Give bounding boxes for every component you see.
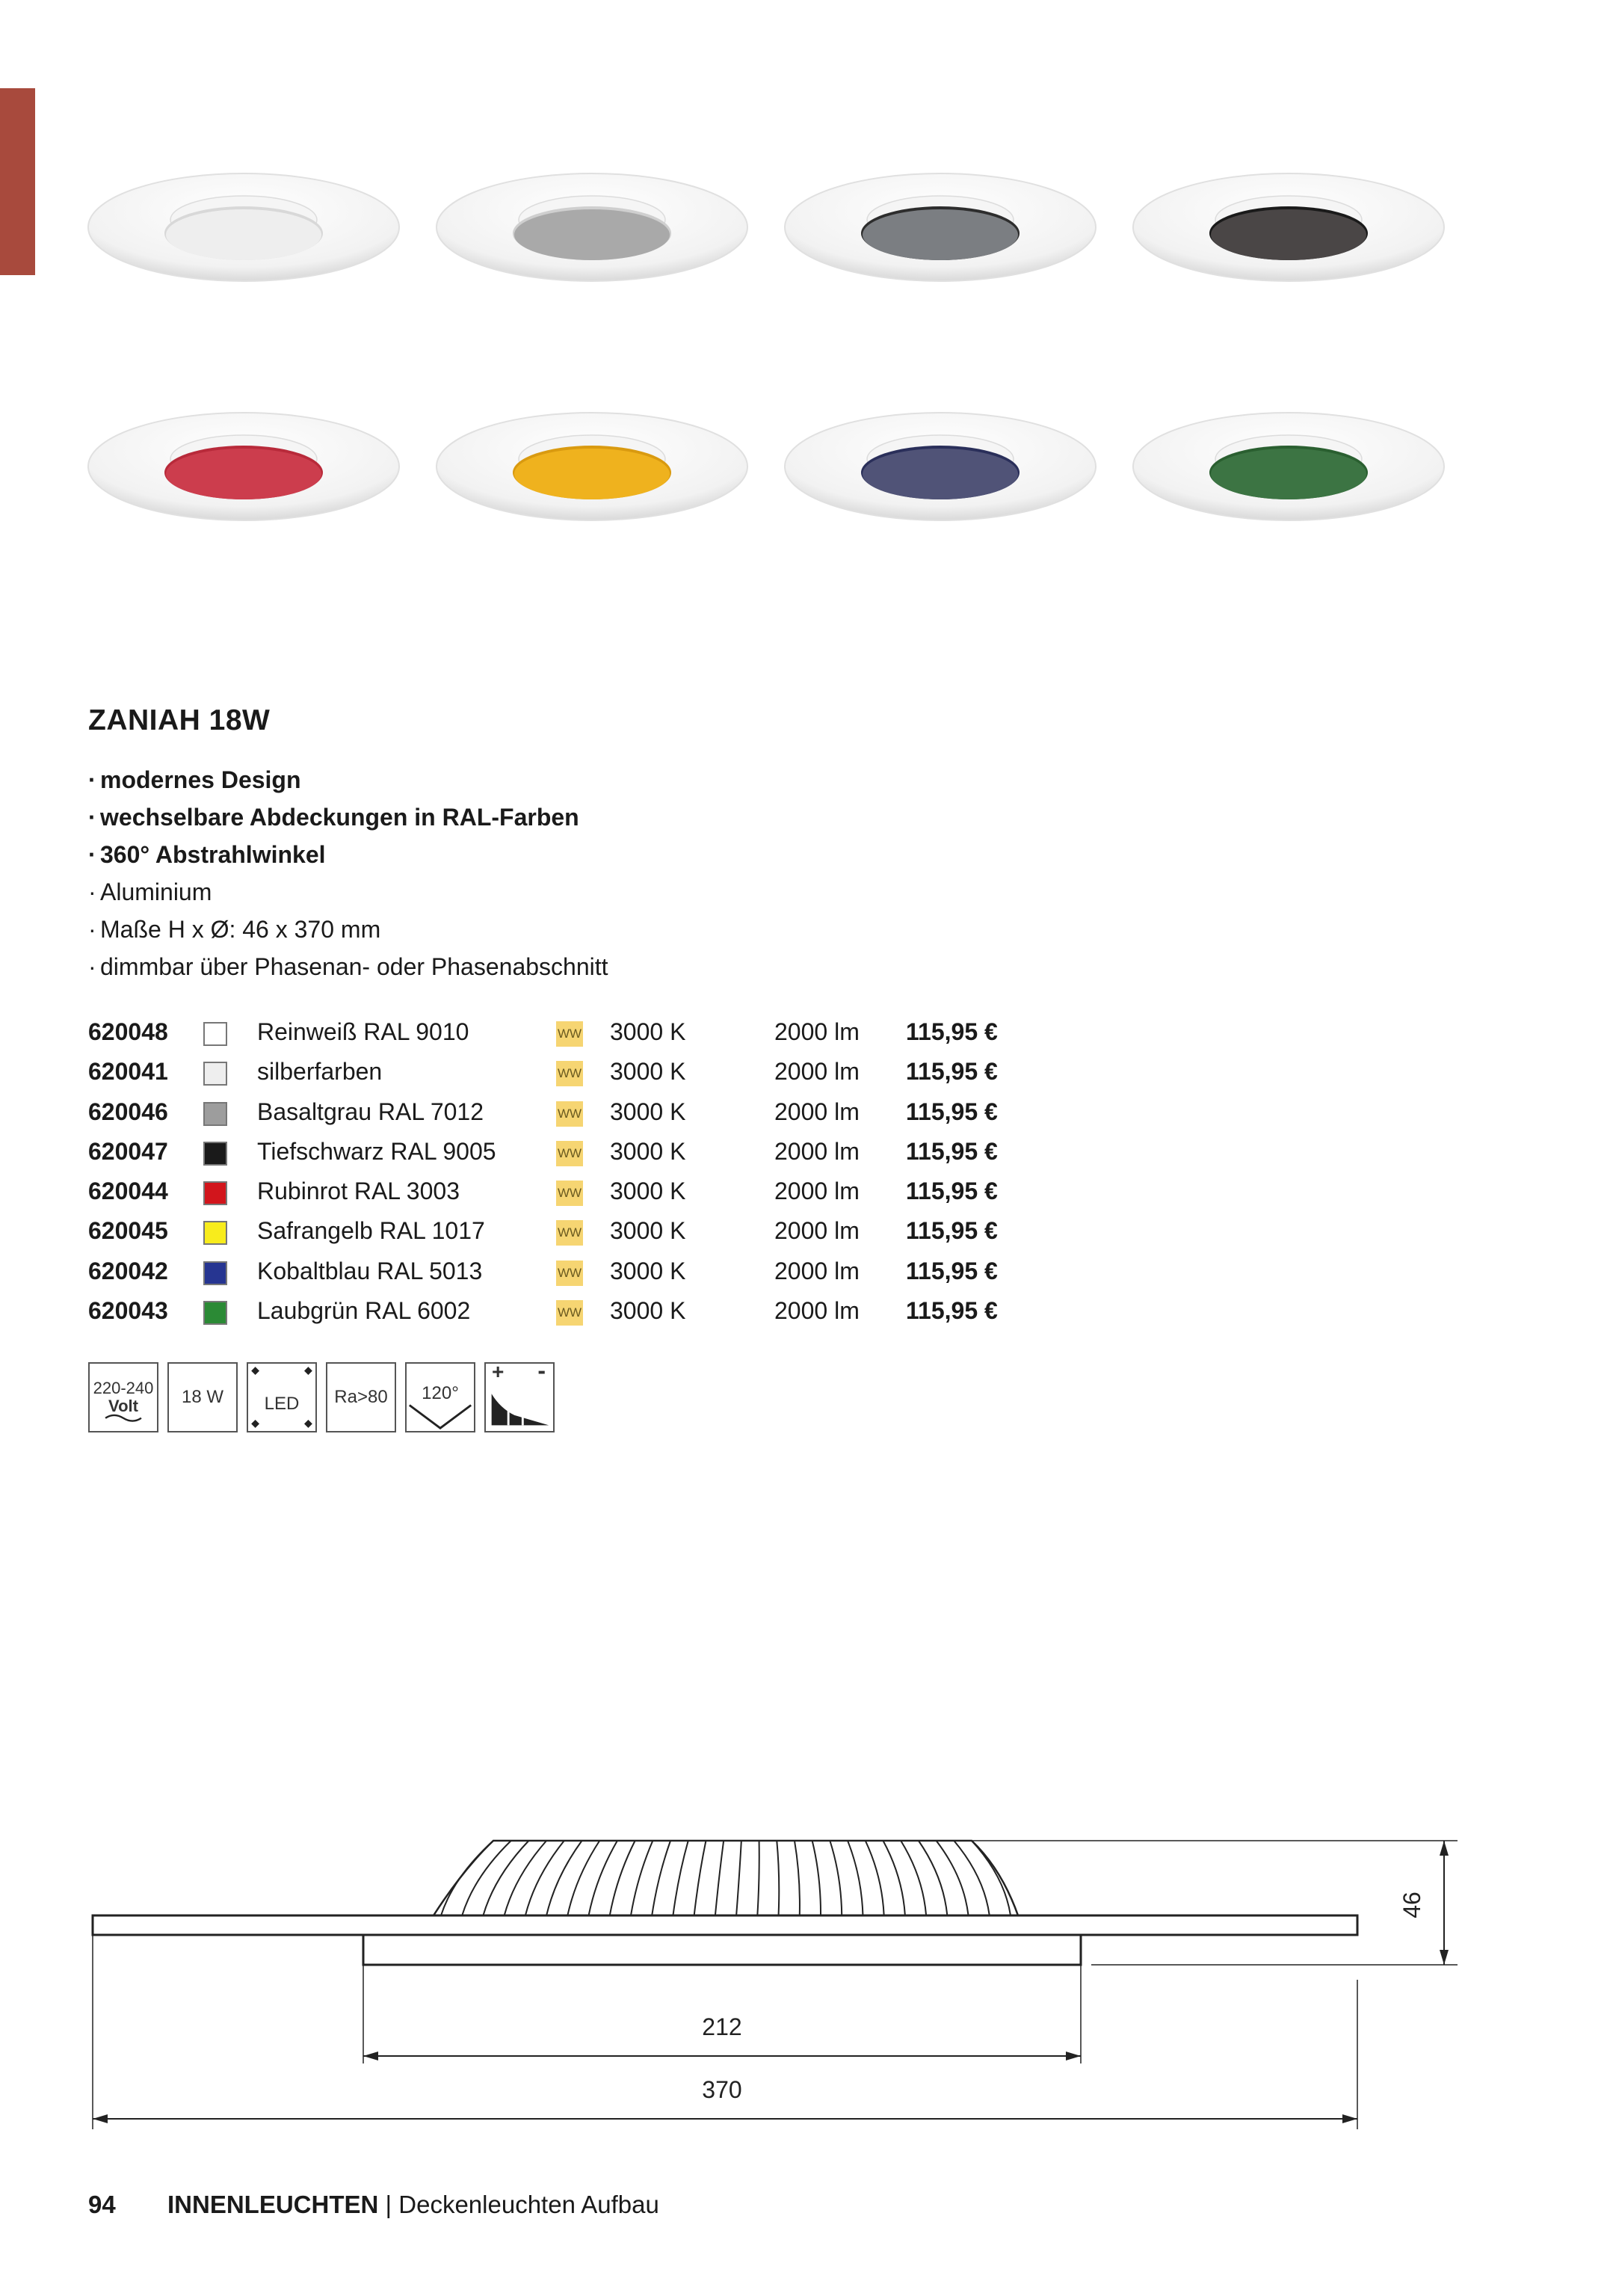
lamp-photo-leaf-green [1132,404,1446,523]
price: 115,95 € [906,1217,998,1245]
page-number: 94 [88,2191,116,2218]
article-number: 620041 [88,1058,168,1086]
luminous-flux: 2000 lm [774,1297,860,1325]
price: 115,95 € [906,1178,998,1205]
color-name: Tiefschwarz RAL 9005 [257,1137,496,1165]
color-temperature: 3000 K [610,1297,686,1325]
warm-white-badge: WW [556,1101,583,1127]
section-name: INNENLEUCHTEN [167,2191,379,2218]
feature-item: · Maße H x Ø: 46 x 370 mm [88,916,381,943]
beam-angle-icon: 120° [405,1362,475,1432]
feature-list [88,761,608,985]
color-temperature: 3000 K [610,1217,686,1245]
article-number: 620043 [88,1297,168,1325]
color-name: Reinweiß RAL 9010 [257,1018,469,1045]
color-swatch [203,1102,227,1126]
lamp-photo-basalt-grey [783,164,1097,284]
color-temperature: 3000 K [610,1257,686,1284]
lamp-photo-silver [435,164,749,284]
price: 115,95 € [906,1098,998,1125]
light-cover [363,1935,1081,1965]
article-number: 620048 [88,1018,168,1045]
color-swatch [203,1022,227,1046]
lamp-photo-cobalt-blue [783,404,1097,523]
article-number: 620047 [88,1137,168,1165]
feature-item: · modernes Design [88,766,301,793]
diameter-label: 370 [702,2076,742,2103]
luminous-flux: 2000 lm [774,1257,860,1284]
color-temperature: 3000 K [610,1058,686,1086]
color-temperature: 3000 K [610,1018,686,1045]
luminous-flux: 2000 lm [774,1217,860,1245]
color-name: Safrangelb RAL 1017 [257,1217,485,1245]
lamp-photo-saffron-yellow [435,404,749,523]
color-name: Laubgrün RAL 6002 [257,1297,471,1325]
warm-white-badge: WW [556,1181,583,1206]
dimmable-icon: + - [484,1362,555,1432]
warm-white-badge: WW [556,1220,583,1246]
color-temperature: 3000 K [610,1178,686,1205]
color-swatch [203,1301,227,1325]
color-name: Rubinrot RAL 3003 [257,1178,460,1205]
height-label: 46 [1398,1892,1425,1918]
article-number: 620046 [88,1098,168,1125]
power-icon: 18 W [167,1362,238,1432]
luminous-flux: 2000 lm [774,1018,860,1045]
price: 115,95 € [906,1257,998,1284]
cri-icon: Ra>80 [326,1362,396,1432]
luminous-flux: 2000 lm [774,1178,860,1205]
warm-white-badge: WW [556,1300,583,1326]
product-title: ZANIAH 18W [88,704,271,736]
mounting-plate [93,1915,1357,1935]
article-number: 620044 [88,1178,168,1205]
spec-icon-row [88,1357,555,1432]
feature-item: · 360° Abstrahlwinkel [88,841,326,868]
page-footer: 94 INNENLEUCHTEN | Deckenleuchten Aufbau [88,2191,659,2218]
warm-white-badge: WW [556,1141,583,1166]
led-icon: LED [247,1362,317,1432]
color-temperature: 3000 K [610,1098,686,1125]
luminous-flux: 2000 lm [774,1058,860,1086]
voltage-icon: 220-240 Volt [88,1362,158,1432]
feature-item: · Aluminium [88,878,212,905]
color-name: Kobaltblau RAL 5013 [257,1257,483,1284]
color-name: silberfarben [257,1058,383,1086]
feature-item: · dimmbar über Phasenan- oder Phasenabschnitt [88,953,608,980]
lamp-photo-white [87,164,401,284]
color-swatch [203,1221,227,1245]
warm-white-badge: WW [556,1061,583,1086]
dimension-drawing [75,1839,1495,2153]
lamp-photo-ruby-red [87,404,401,523]
feature-item: · wechselbare Abdeckungen in RAL-Farben [88,804,579,831]
article-number: 620045 [88,1217,168,1245]
luminous-flux: 2000 lm [774,1098,860,1125]
color-temperature: 3000 K [610,1137,686,1165]
cover-diameter-label: 212 [702,2013,742,2040]
price: 115,95 € [906,1058,998,1086]
color-name: Basaltgrau RAL 7012 [257,1098,484,1125]
lamp-photo-deep-black [1132,164,1446,284]
subsection-name: Deckenleuchten Aufbau [398,2191,659,2218]
color-swatch [203,1181,227,1205]
price: 115,95 € [906,1137,998,1165]
price: 115,95 € [906,1018,998,1045]
warm-white-badge: WW [556,1021,583,1047]
article-number: 620042 [88,1257,168,1284]
color-swatch [203,1062,227,1086]
warm-white-badge: WW [556,1261,583,1286]
color-swatch [203,1142,227,1166]
price: 115,95 € [906,1297,998,1325]
luminous-flux: 2000 lm [774,1137,860,1165]
chapter-accent-bar [0,88,35,275]
color-swatch [203,1261,227,1285]
